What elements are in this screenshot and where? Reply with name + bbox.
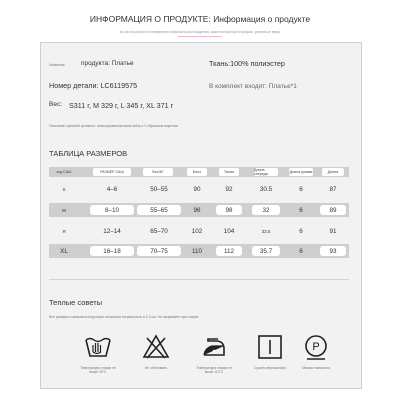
kit-value: В комплект входят: Платье*1 [209,83,297,90]
product-name-tag: Название [49,63,65,67]
row-front-length: 30.5 [259,185,273,193]
row-code: M [62,207,66,213]
header-cell: Вес/КГ [143,168,173,176]
fabric-value: Ткань:100% полиэстер [209,59,285,68]
row-us-size: 12–14 [103,227,121,235]
size-table-title: ТАБЛИЦА РАЗМЕРОВ [49,149,128,158]
row-front-length: 32 [252,205,280,215]
row-sleeve: 6 [299,206,303,214]
row-us-size: 4–6 [106,185,118,193]
row-waist: 104 [223,227,235,235]
row-sleeve: 6 [299,185,303,193]
weight-tag: Вес: [49,101,63,108]
header-cell: Талия [219,168,239,176]
row-code: XL [60,247,68,255]
row-waist: 98 [216,205,242,215]
row-waist: 92 [225,185,233,193]
row-front-length: 35.7 [252,246,280,256]
table-row [49,244,349,258]
table-row [49,203,349,217]
care-label: Температура глажки не выше 110°C [196,366,232,374]
row-us-size: 8–10 [90,205,134,215]
info-panel [40,42,362,389]
header-cell: Длина спереди [254,168,278,176]
page-subnote: Из-за погрешности измерения возможны расхождения, фактические фотографии, реальные вещи [119,30,281,34]
header-cell: Длина [322,168,344,176]
care-label: Не отбеливать [144,366,168,370]
row-waist: 112 [216,246,242,256]
low-iron-icon [199,332,229,362]
header-cell: РАЗМЕР США [93,168,131,176]
product-description: Описание горловой артикель: плиссированная мини-юбка с V-образным вырезом [49,124,178,128]
row-sleeve: 6 [299,247,303,255]
row-weight: 65–70 [150,227,168,235]
row-bust: 102 [191,227,203,235]
row-bust: 96 [193,206,201,214]
hand-wash-icon [83,332,113,362]
care-label: Сушить вертикально [254,366,286,370]
page-title: ИНФОРМАЦИЯ О ПРОДУКТЕ: Информация о продукте [89,14,311,24]
header-cell: Бюст [187,168,207,176]
title-underline [178,36,222,37]
row-code: S [62,186,66,192]
tips-line-1: Все размеры измеряются вручную, возможна погрешность в 2-3 см. Не нагревайте при стирке [49,315,199,319]
no-bleach-icon [141,332,171,362]
tips-title: Теплые советы [49,298,103,307]
row-weight: 55–65 [137,205,181,215]
row-code: Я [62,228,66,234]
row-weight: 50–55 [150,185,168,193]
weight-value: S311 г, M 329 г, L 345 г, XL 371 г [69,101,174,110]
row-bust: 110 [191,247,203,255]
row-front-length: 33.5 [261,228,271,234]
row-sleeve: 6 [299,227,303,235]
table-row [49,224,349,238]
row-length: 89 [320,205,346,215]
row-bust: 90 [193,185,201,193]
part-number-value: Номер детали: LC6119575 [49,81,138,90]
header-cell: Длина рукава [289,170,313,174]
care-label: Температура стирки не выше 30°C [80,366,116,374]
svg-text:P: P [312,341,320,353]
product-name-value: продукта: Платье [81,60,134,67]
care-label: Мягкая химчистка [302,366,330,370]
line-dry-icon [255,332,285,362]
section-divider [49,279,349,280]
row-us-size: 16–18 [90,246,134,256]
row-length: 87 [329,185,337,193]
row-length: 91 [329,227,337,235]
row-weight: 70–75 [137,246,181,256]
table-row [49,182,349,196]
row-length: 93 [320,246,346,256]
dry-clean-icon [301,332,331,362]
header-cell: код США [56,170,72,174]
size-table-header [49,167,349,177]
